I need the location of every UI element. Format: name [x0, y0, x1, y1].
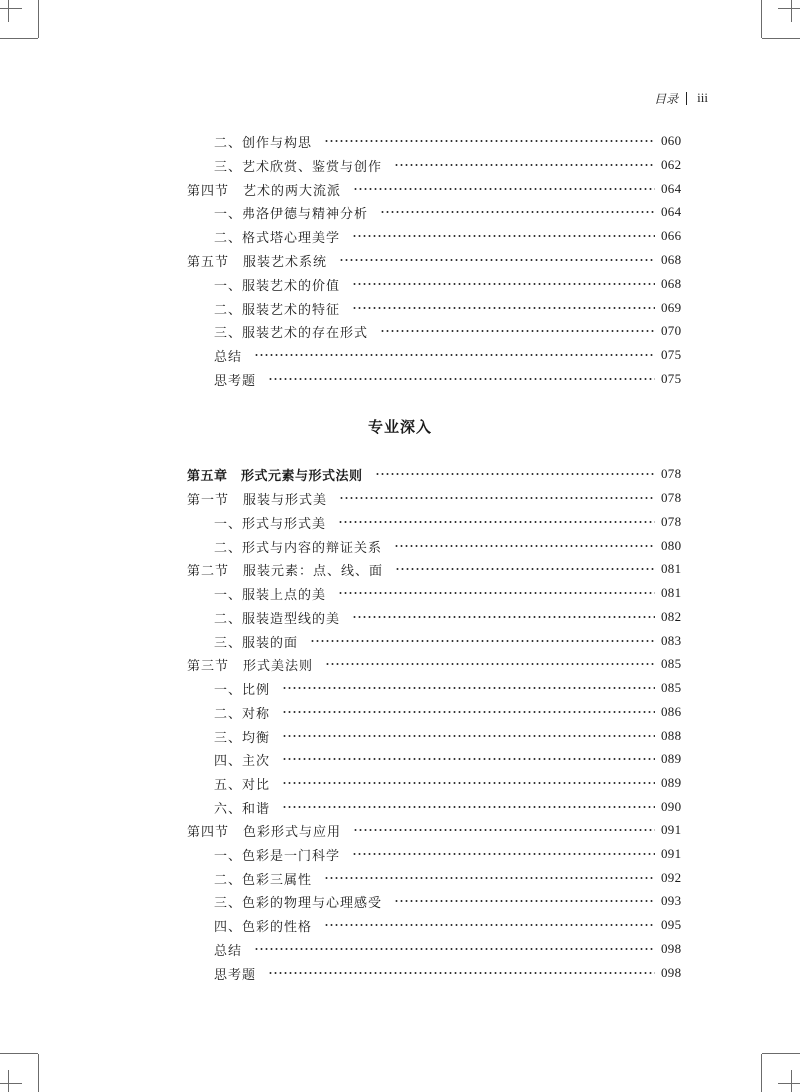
leader-dots	[380, 330, 655, 332]
toc-page-number: 078	[661, 490, 682, 505]
toc-subsection[interactable]	[0, 915, 800, 935]
crop-mark	[38, 0, 39, 38]
toc-entry-label: 一、比例	[214, 682, 271, 698]
header-page-number: iii	[697, 90, 708, 105]
toc-entry-label: 四、色彩的性格	[214, 919, 313, 935]
leader-dots	[395, 568, 655, 570]
toc-subsection[interactable]	[0, 726, 800, 746]
leader-dots	[394, 164, 655, 166]
toc-subsection[interactable]	[0, 345, 800, 365]
toc-entry-label: 总结	[214, 943, 243, 959]
toc-subsection[interactable]	[0, 202, 800, 222]
crop-mark	[762, 1053, 800, 1054]
crop-mark	[762, 38, 800, 39]
toc-entry-label: 三、服装的面	[214, 635, 299, 651]
leader-dots	[268, 378, 655, 380]
leader-dots	[324, 140, 655, 142]
toc-entry-label: 二、服装艺术的特征	[214, 302, 341, 318]
toc-section[interactable]	[0, 559, 800, 579]
toc-entry-label: 第五节 服装艺术系统	[187, 254, 328, 270]
leader-dots	[338, 592, 655, 594]
toc-page-number: 093	[661, 893, 682, 908]
toc-page-number: 085	[661, 656, 682, 671]
toc-page-number: 075	[661, 347, 682, 362]
toc-page-number: 098	[661, 965, 682, 980]
leader-dots	[352, 235, 655, 237]
toc-page-number: 068	[661, 252, 682, 267]
toc-subsection[interactable]	[0, 844, 800, 864]
toc-entry-label: 一、服装艺术的价值	[214, 278, 341, 294]
toc-entry-label: 思考题	[214, 967, 257, 983]
toc-page-number: 080	[661, 538, 682, 553]
toc-subsection[interactable]	[0, 607, 800, 627]
header-title: 目录	[654, 91, 679, 106]
leader-dots	[325, 663, 655, 665]
toc-subsection[interactable]	[0, 226, 800, 246]
toc-subsection[interactable]	[0, 631, 800, 651]
toc-page-number: 090	[661, 799, 682, 814]
leader-dots	[282, 758, 655, 760]
toc-entry-label: 二、服装造型线的美	[214, 611, 341, 627]
toc-page-number: 081	[661, 585, 682, 600]
toc-page-number: 089	[661, 751, 682, 766]
crop-mark	[761, 0, 762, 38]
toc-page-number: 085	[661, 680, 682, 695]
leader-dots	[282, 806, 655, 808]
toc-subsection[interactable]	[0, 512, 800, 532]
toc-subsection[interactable]	[0, 773, 800, 793]
toc-subsection[interactable]	[0, 797, 800, 817]
toc-subsection[interactable]	[0, 583, 800, 603]
toc-page-number: 095	[661, 917, 682, 932]
toc-page-number: 075	[661, 371, 682, 386]
toc-page-number: 068	[661, 276, 682, 291]
toc-page-number: 064	[661, 181, 682, 196]
toc-page-number: 064	[661, 204, 682, 219]
toc-subsection[interactable]	[0, 868, 800, 888]
leader-dots	[380, 211, 655, 213]
toc-subsection[interactable]	[0, 321, 800, 341]
toc-subsection[interactable]	[0, 155, 800, 175]
toc-entry-label: 二、对称	[214, 706, 271, 722]
leader-dots	[324, 877, 655, 879]
crop-mark	[791, 1070, 792, 1092]
toc-section[interactable]	[0, 179, 800, 199]
leader-dots	[352, 307, 655, 309]
crop-mark	[0, 1083, 22, 1084]
leader-dots	[339, 497, 655, 499]
toc-entry-label: 五、对比	[214, 777, 271, 793]
toc-subsection[interactable]	[0, 678, 800, 698]
crop-mark	[8, 0, 9, 22]
crop-mark	[0, 1053, 38, 1054]
toc-page-number: 070	[661, 323, 682, 338]
toc-page-number: 078	[661, 466, 682, 481]
toc-page-number: 066	[661, 228, 682, 243]
crop-mark	[0, 38, 38, 39]
toc-subsection[interactable]	[0, 963, 800, 983]
crop-mark	[8, 1070, 9, 1092]
toc-entry-label: 总结	[214, 349, 243, 365]
toc-entry-label: 六、和谐	[214, 801, 271, 817]
toc-entry-label: 一、弗洛伊德与精神分析	[214, 206, 369, 222]
toc-entry-label: 二、形式与内容的辩证关系	[214, 540, 383, 556]
toc-entry-label: 二、创作与构思	[214, 135, 313, 151]
leader-dots	[394, 545, 655, 547]
toc-chapter[interactable]	[0, 464, 800, 484]
toc-section[interactable]	[0, 820, 800, 840]
toc-entry-label: 二、色彩三属性	[214, 872, 313, 888]
toc-entry-label: 一、色彩是一门科学	[214, 848, 341, 864]
toc-subsection[interactable]	[0, 536, 800, 556]
leader-dots	[394, 900, 655, 902]
toc-page-number: 088	[661, 728, 682, 743]
toc-entry-label: 第五章 形式元素与形式法则	[187, 468, 363, 484]
crop-mark	[778, 1083, 800, 1084]
leader-dots	[338, 521, 655, 523]
toc-page-number: 098	[661, 941, 682, 956]
toc-entry-label: 三、色彩的物理与心理感受	[214, 895, 383, 911]
toc-page-number: 082	[661, 609, 682, 624]
crop-mark	[761, 1054, 762, 1092]
toc-subsection[interactable]	[0, 702, 800, 722]
toc-page-number: 069	[661, 300, 682, 315]
leader-dots	[282, 735, 655, 737]
toc-entry-label: 第四节 色彩形式与应用	[187, 824, 342, 840]
toc-page-number: 078	[661, 514, 682, 529]
toc-section[interactable]	[0, 250, 800, 270]
toc-page-number: 083	[661, 633, 682, 648]
toc-page-number: 091	[661, 822, 682, 837]
toc-subsection[interactable]	[0, 369, 800, 389]
toc-entry-label: 思考题	[214, 373, 257, 389]
crop-mark	[791, 0, 792, 22]
crop-mark	[778, 8, 800, 9]
crop-mark	[0, 8, 22, 9]
toc-page-number: 089	[661, 775, 682, 790]
leader-dots	[254, 948, 655, 950]
leader-dots	[353, 829, 655, 831]
leader-dots	[254, 354, 655, 356]
leader-dots	[352, 616, 655, 618]
toc-entry-label: 第四节 艺术的两大流派	[187, 183, 342, 199]
toc-subsection[interactable]	[0, 131, 800, 151]
header-divider	[686, 92, 687, 105]
toc-entry-label: 三、均衡	[214, 730, 271, 746]
crop-mark	[38, 1054, 39, 1092]
toc-page-number: 092	[661, 870, 682, 885]
leader-dots	[352, 283, 655, 285]
toc-entry-label: 一、形式与形式美	[214, 516, 327, 532]
toc-entry-label: 一、服装上点的美	[214, 587, 327, 603]
toc-entry-label: 第一节 服装与形式美	[187, 492, 328, 508]
toc-subsection[interactable]	[0, 891, 800, 911]
toc-section[interactable]	[0, 488, 800, 508]
toc-entry-label: 第二节 服装元素：点、线、面	[187, 563, 384, 579]
leader-dots	[353, 188, 655, 190]
toc-entry-label: 二、格式塔心理美学	[214, 230, 341, 246]
toc-subsection[interactable]	[0, 274, 800, 294]
leader-dots	[352, 853, 655, 855]
toc-page-number: 060	[661, 133, 682, 148]
section-title: 专业深入	[367, 418, 432, 436]
toc-page-number: 091	[661, 846, 682, 861]
toc-entry-label: 三、艺术欣赏、鉴赏与创作	[214, 159, 383, 175]
leader-dots	[324, 924, 655, 926]
toc-subsection[interactable]	[0, 939, 800, 959]
toc-entry-label: 三、服装艺术的存在形式	[214, 325, 369, 341]
leader-dots	[339, 259, 655, 261]
leader-dots	[282, 782, 655, 784]
toc-page-number: 081	[661, 561, 682, 576]
toc-subsection[interactable]	[0, 298, 800, 318]
leader-dots	[310, 640, 655, 642]
toc-page-number: 062	[661, 157, 682, 172]
leader-dots	[282, 711, 655, 713]
leader-dots	[268, 972, 655, 974]
running-header	[654, 89, 708, 107]
toc-section[interactable]	[0, 654, 800, 674]
toc-entry-label: 第三节 形式美法则	[187, 658, 314, 674]
toc-subsection[interactable]	[0, 749, 800, 769]
toc-entry-label: 四、主次	[214, 753, 271, 769]
toc-page-number: 086	[661, 704, 682, 719]
leader-dots	[375, 473, 655, 475]
leader-dots	[282, 687, 655, 689]
